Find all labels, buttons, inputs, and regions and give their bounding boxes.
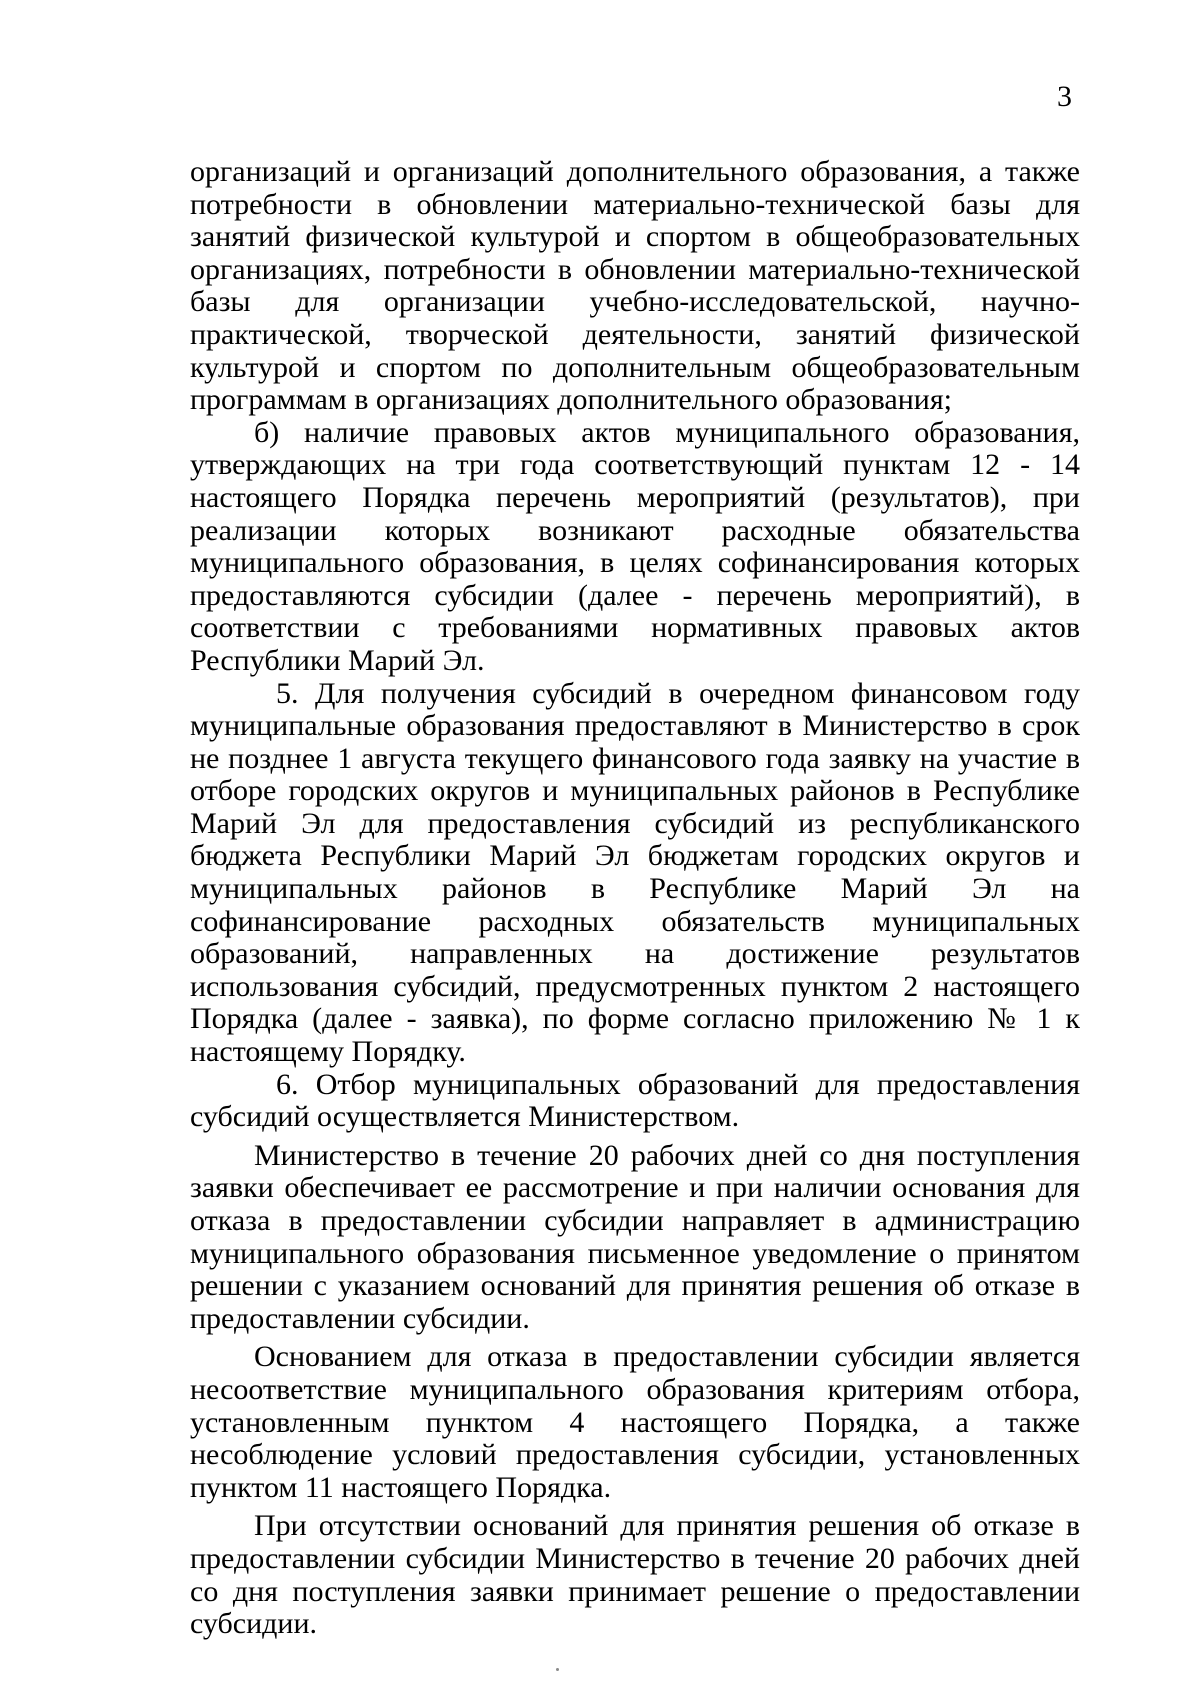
document-body (190, 156, 1080, 1641)
paragraph-item-b: б) наличие правовых актов муниципального образования, утверждающих на три года соответствующий пунктам 12 - 14 настоящего Порядка перечень мероприятий (результатов), при реализации которых возникают расходные обязательства муниципального образования, в целях софинансирования которых предоставляются субсидии (далее - перечень мероприятий), в соответствии с требованиями нормативных правовых актов Республики Марий Эл. (190, 415, 1080, 677)
scan-artifact (556, 1668, 559, 1671)
paragraph-decision: При отсутствии оснований для принятия решения об отказе в предоставлении субсидии Министерство в течение 20 рабочих дней со дня поступления заявки принимает решение о предоставлении субсидии. (190, 1509, 1080, 1641)
paragraph-item-6: 6. Отбор муниципальных образований для предоставления субсидий осуществляется Министерством. (190, 1067, 1080, 1134)
paragraph-item-5: 5. Для получения субсидий в очередном финансовом году муниципальные образования предоставляют в Министерство в срок не позднее 1 августа текущего финансового года заявку на участие в отборе городских округов и муниципальных районов в Республике Марий Эл для предоставления субсидий из республиканского бюджета Республики Марий Эл бюджетам городских округов и муниципальных районов в Республике Марий Эл на софинансирование расходных обязательств муниципальных образований, направленных на достижение результатов использования субсидий, предусмотренных пунктом 2 настоящего Порядка (далее - заявка), по форме согласно приложению № 1 к настоящему Порядку. (190, 676, 1080, 1069)
paragraph-continuation: организаций и организаций дополнительного образования, а также потребности в обновлении материально-технической базы для занятий физической культурой и спортом в общеобразовательных организациях, потребности в обновлении материально-технической базы для организации учебно-исследовательской, научно-практической, творческой деятельности, занятий физической культурой и спортом по дополнительным общеобразовательным программам в организациях дополнительного образования; (190, 155, 1080, 417)
page-number: 3 (1057, 80, 1072, 113)
paragraph-review: Министерство в течение 20 рабочих дней со дня поступления заявки обеспечивает ее рассмотрение и при наличии основания для отказа в предоставлении субсидии направляет в администрацию муниципального образования письменное уведомление о принятом решении с указанием оснований для принятия решения об отказе в предоставлении субсидии. (190, 1138, 1080, 1335)
paragraph-refusal-grounds: Основанием для отказа в предоставлении субсидии является несоответствие муниципального образования критериям отбора, установленным пунктом 4 настоящего Порядка, а также несоблюдение условий предоставления субсидии, установленных пунктом 11 настоящего Порядка. (190, 1340, 1080, 1504)
